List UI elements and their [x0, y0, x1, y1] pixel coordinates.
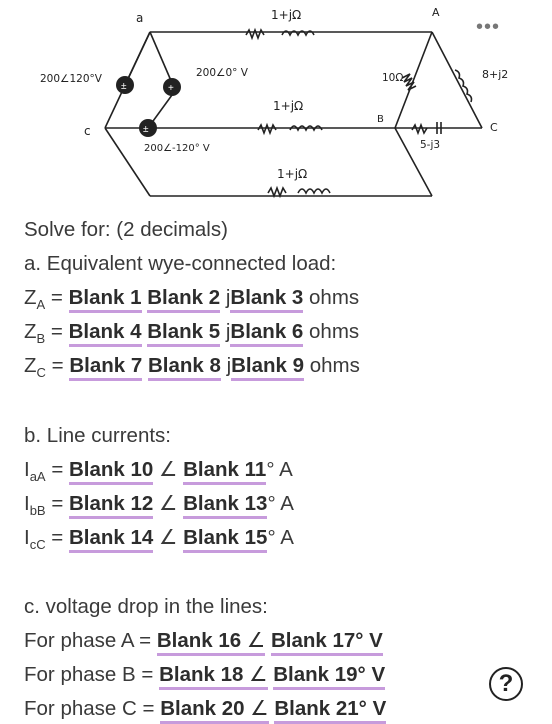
inductor-CA	[455, 70, 472, 102]
svg-text:+: +	[168, 83, 174, 94]
inductor-bot	[298, 189, 330, 193]
i-row-cC: $I_{cC}$ = Blank 14 ∠ Blank 15° A	[24, 526, 294, 552]
i-row-bB: $I_{bB}$ = Blank 12 ∠ Blank 13° A	[24, 492, 294, 518]
blank-2[interactable]: Blank 2	[147, 286, 220, 313]
source-label-2: 200∠0° V	[196, 67, 248, 79]
blank-9[interactable]: Blank 9	[231, 354, 304, 381]
resistor-mid	[258, 125, 276, 133]
svg-text:±: ±	[143, 124, 149, 135]
blank-1[interactable]: Blank 1	[69, 286, 142, 313]
blank-17[interactable]: Blank 17° V	[271, 629, 383, 656]
blank-3[interactable]: Blank 3	[230, 286, 303, 313]
load-CA-label: 8+j2	[482, 68, 509, 81]
blank-4[interactable]: Blank 4	[69, 320, 142, 347]
load-AB-label: 10Ω	[382, 72, 404, 84]
resistor-top	[246, 30, 264, 38]
blank-18[interactable]: Blank 18 ∠	[159, 663, 267, 690]
blank-13[interactable]: Blank 13	[183, 492, 267, 519]
circuit-diagram	[0, 0, 552, 205]
help-button[interactable]: ?	[489, 667, 523, 701]
v-row-B: For phase B = Blank 18 ∠ Blank 19° V	[24, 662, 385, 688]
resistor-bot	[268, 188, 286, 196]
wire-A-C	[432, 32, 482, 128]
part-c-title: c. voltage drop in the lines:	[24, 595, 268, 618]
line-impedance-bot: 1+jΩ	[277, 167, 308, 181]
part-a-title: a. Equivalent wye-connected load:	[24, 252, 337, 275]
z-row-C: $Z_C$ = Blank 7 Blank 8 jBlank 9 ohms	[24, 354, 360, 380]
blank-16[interactable]: Blank 16 ∠	[157, 629, 265, 656]
i-row-aA: $I_{aA}$ = Blank 10 ∠ Blank 11° A	[24, 458, 293, 484]
z-row-B: $Z_B$ = Blank 4 Blank 5 jBlank 6 ohms	[24, 320, 360, 346]
node-C-label: C	[490, 121, 498, 134]
question-intro: Solve for: (2 decimals)	[24, 218, 228, 241]
resistor-BC	[412, 125, 427, 133]
node-a-label: a	[136, 11, 144, 25]
node-c-label: c	[84, 124, 91, 138]
load-BC-label: 5-j3	[420, 139, 441, 151]
blank-19[interactable]: Blank 19° V	[273, 663, 385, 690]
source-label-1: 200∠120°V	[40, 73, 102, 85]
wire-source-2	[150, 32, 172, 83]
part-b-title: b. Line currents:	[24, 424, 171, 447]
z-row-A: $Z_A$ = Blank 1 Blank 2 jBlank 3 ohms	[24, 286, 360, 312]
line-impedance-mid: 1+jΩ	[273, 99, 304, 113]
blank-8[interactable]: Blank 8	[148, 354, 221, 381]
resistor-AB	[402, 74, 416, 90]
v-row-A: For phase A = Blank 16 ∠ Blank 17° V	[24, 628, 383, 654]
blank-14[interactable]: Blank 14	[69, 526, 153, 553]
blank-5[interactable]: Blank 5	[147, 320, 220, 347]
blank-15[interactable]: Blank 15	[183, 526, 267, 553]
blank-10[interactable]: Blank 10	[69, 458, 153, 485]
blank-11[interactable]: Blank 11	[183, 458, 266, 485]
v-row-C: For phase C = Blank 20 ∠ Blank 21° V	[24, 696, 386, 722]
blank-6[interactable]: Blank 6	[230, 320, 303, 347]
line-impedance-top: 1+jΩ	[271, 8, 302, 22]
blank-12[interactable]: Blank 12	[69, 492, 153, 519]
blank-20[interactable]: Blank 20 ∠	[160, 697, 268, 724]
svg-text:±: ±	[121, 81, 127, 92]
wire-left-down	[105, 128, 150, 196]
more-options-icon[interactable]: •••	[476, 16, 501, 38]
node-B-label: B	[377, 114, 384, 125]
blank-7[interactable]: Blank 7	[69, 354, 142, 381]
source-label-3: 200∠-120° V	[144, 143, 210, 154]
blank-21[interactable]: Blank 21° V	[274, 697, 386, 724]
node-A-label: A	[432, 6, 440, 19]
